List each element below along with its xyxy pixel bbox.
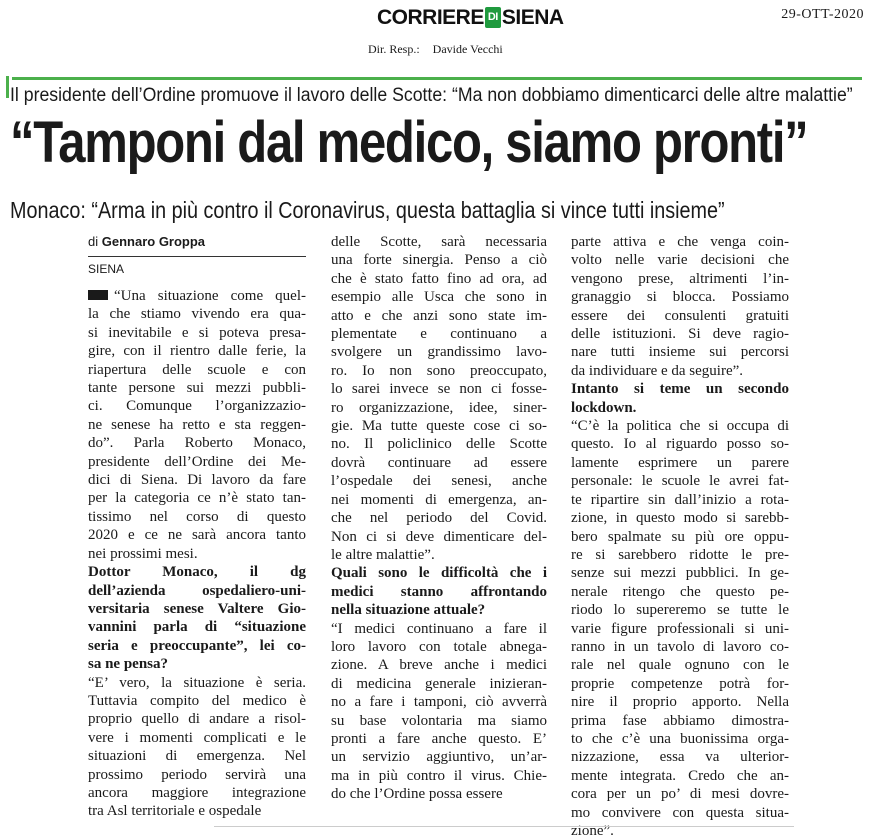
text-line: cora per un po’ di mesi dovre- (571, 786, 789, 803)
text-line: tissimo nel corso di questo (88, 508, 306, 525)
header-rule-corner (6, 76, 9, 98)
interview-question (88, 563, 306, 673)
text-line: “I medici continuano a fare il (331, 620, 547, 637)
text-line: lo sarei invece se non ci fosse- (331, 381, 547, 398)
text-line: esempio alle Usca che sono in (331, 289, 547, 306)
text-line: parte attiva e che venga coin- (571, 234, 789, 250)
text-line: tra Asl territoriale e ospedale (88, 803, 262, 820)
text-line: volto nelle varie decisioni che (571, 252, 789, 269)
article-paragraph (88, 674, 306, 821)
bottom-rule (214, 826, 794, 827)
text-line: vere i momenti complicati e le (88, 729, 306, 746)
byline-prefix: di (88, 234, 99, 249)
text-line: re si sarebbero ridotte le pre- (571, 546, 789, 563)
text-line: mente integrata. Credo che an- (571, 767, 789, 784)
text-line: “Una situazione come quel- (88, 287, 306, 305)
byline-rule (88, 256, 306, 257)
text-line: te ripartire sin dall’inizio a rota- (571, 491, 789, 508)
byline (88, 234, 205, 249)
text-line: zione, in questo modo si sarebb- (571, 510, 789, 527)
interview-question (571, 380, 789, 417)
text-line: nerale ritengo che questo pe- (571, 583, 789, 600)
text-line: granaggio si blocca. Possiamo (571, 289, 789, 306)
text-line: ne senese ha retto e sta reggen- (88, 416, 306, 433)
director-label: Dir. Resp.: (368, 42, 420, 56)
text-line: bero spalmate su più ore oppu- (571, 528, 789, 545)
text-line: delle Scotte, sarà necessaria (331, 234, 547, 250)
text-line: do che l’Ordine possa essere (331, 786, 503, 803)
lead-bullet-icon (88, 290, 108, 300)
text-line: seria e preoccupante”, lei co- (88, 637, 306, 654)
text-line: mo convivere con questa situa- (571, 804, 789, 821)
article-kicker: Il presidente dell’Ordine promuove il lavoro delle Scotte: “Ma non dobbiamo dimenticarci delle altre malattie” (10, 85, 853, 106)
text-line: su base volontaria ma siamo (331, 712, 547, 729)
text-line: situazioni di emergenza. Nel (88, 748, 306, 765)
text-line: Dottor Monaco, il dg (88, 564, 306, 581)
text-line: personale: le scuole le avrei fat- (571, 473, 789, 490)
text-line: senze sui mezzi pubblici. In ge- (571, 565, 789, 582)
text-line: zione. A breve anche i medici (331, 657, 547, 674)
text-line: pronti a fare anche questo. E’ (331, 730, 547, 747)
article-paragraph (331, 233, 547, 564)
interview-question (331, 564, 547, 619)
text-line: ranno in un tavolo di lavoro co- (571, 638, 789, 655)
text-line: nire il proprio apporto. Nella (571, 694, 789, 711)
newspaper-logo (377, 4, 564, 32)
text-line: riodo lo supereremo se tutte le (571, 602, 789, 619)
text-line: no. Il policlinico delle Scotte (331, 436, 547, 453)
article-paragraph (331, 620, 547, 804)
text-line: to che c’è una buonissima orga- (571, 730, 789, 747)
text-line: plementate e continuano a (331, 326, 547, 343)
header-rule (12, 77, 862, 80)
text-line: le altre malattie”. (331, 546, 435, 563)
text-line: per la categoria ce n’è stato tan- (88, 490, 306, 507)
text-line: no a fare i tamponi, ciò avverrà (331, 694, 547, 711)
director-name: Davide Vecchi (432, 42, 503, 56)
text-line: atto e che anzi sono state im- (331, 307, 547, 324)
text-line: da individuare e da seguire”. (571, 362, 744, 379)
article-column-2 (331, 233, 547, 804)
text-line: ancora maggiore integrazione (88, 784, 306, 801)
article-paragraph (88, 287, 306, 563)
director-line (368, 42, 503, 57)
text-line: “E’ vero, la situazione è seria. (88, 674, 306, 691)
text-line: vannini parla di “situazione (88, 619, 306, 636)
text-line: dell’azienda ospedaliero-uni- (88, 582, 306, 599)
text-line: Tuttavia compito del medico è (88, 692, 306, 709)
text-line: versitaria senese Valtere Gio- (88, 600, 306, 617)
text-line: ci. Comunque l’organizzazio- (88, 398, 306, 415)
byline-author: Gennaro Groppa (101, 234, 206, 249)
text-line: dici di Siena. Di lavoro da fare (88, 472, 306, 489)
text-line: vengono prese, altrimenti l’in- (571, 270, 789, 287)
text-line: zione”. (571, 823, 614, 839)
text-line: “C’è la politica che si occupa di (571, 418, 789, 435)
text-line: medici stanno affrontando (331, 583, 547, 600)
text-line: prima fase abbiamo dimostra- (571, 712, 789, 729)
text-line: gire, con il rientro dalle ferie, la (88, 343, 306, 360)
text-line: nare tutti insieme sui percorsi (571, 344, 789, 361)
text-line: di medicina generale inizieran- (331, 675, 547, 692)
text-line: nella situazione attuale? (331, 602, 486, 619)
text-line: riapertura delle scuole e con (88, 361, 306, 378)
text-line: delle istituzioni. Si deve ragio- (571, 326, 789, 343)
text-line: questo. Io al riguardo posso so- (571, 436, 789, 453)
text-line: ma in più contro il virus. Chie- (331, 767, 547, 784)
text-line: che nel periodo del Covid. (331, 510, 547, 527)
text-line: varie figure professionali si uni- (571, 620, 789, 637)
text-line: l’ospedale dei senesi, anche (331, 473, 547, 490)
article-headline: “Tamponi dal medico, siamo pronti” (10, 110, 808, 175)
text-line: dovrà continuare ad essere (331, 454, 547, 471)
text-line: un servizio aggiuntivo, un’ar- (331, 749, 547, 766)
text-line: 2020 e ce ne sarà ancora tanto (88, 527, 306, 544)
text-line: ro organizzazione, idee, siner- (331, 399, 547, 416)
text-line: tante persone sui mezzi pubbli- (88, 380, 306, 397)
text-line: proprio quello di andare a risol- (88, 711, 306, 728)
text-line: lamente esprimere un parere (571, 454, 789, 471)
text-line: prossimo periodo servirà una (88, 766, 306, 783)
text-line: do”. Parla Roberto Monaco, (88, 435, 306, 452)
publication-date: 29-OTT-2020 (781, 7, 864, 22)
logo-text-siena: SIENA (501, 6, 564, 29)
article-column-3 (571, 233, 789, 840)
text-line: svolgere un grandissimo lavo- (331, 344, 547, 361)
text-line: sa ne pensa? (88, 656, 169, 673)
text-line: presidente dell’Ordine dei Me- (88, 453, 306, 470)
dateline: SIENA (88, 262, 125, 276)
text-line: nizzazione, essa va ulterior- (571, 749, 789, 766)
text-line: lockdown. (571, 399, 637, 416)
text-line: ro. Io non sono preoccupato, (331, 362, 547, 379)
text-line: una forte sinergia. Penso a ciò (331, 252, 547, 269)
text-line: la che stiamo vivendo era qua- (88, 306, 306, 323)
article-paragraph (571, 417, 789, 840)
text-line: rale nel quale ognuno con le (571, 657, 789, 674)
article-paragraph (571, 233, 789, 380)
text-line: si inevitabile e si poteva presa- (88, 324, 306, 341)
text-line: essere dei consulenti gratuiti (571, 307, 789, 324)
logo-badge-di: DI (485, 7, 501, 28)
text-line: loro lavoro con totale abnega- (331, 638, 547, 655)
text-line: Non ci si deve dimenticare del- (331, 528, 547, 545)
text-line: proprie competenze potrà for- (571, 675, 789, 692)
article-subheadline: Monaco: “Arma in più contro il Coronavirus, questa battaglia si vince tutti insieme” (10, 197, 725, 223)
article-column-1 (88, 287, 306, 821)
text-line: nei momenti di emergenza, an- (331, 491, 547, 508)
text-line: gie. Ma tutte queste cose ci so- (331, 418, 547, 435)
text-line: nei prossimi mesi. (88, 545, 198, 562)
text-line: che è stato fatto fino ad ora, ad (331, 270, 547, 287)
text-line: Quali sono le difficoltà che i (331, 565, 547, 582)
text-line: Intanto si teme un secondo (571, 381, 789, 398)
logo-text-corriere: CORRIERE (377, 6, 484, 29)
